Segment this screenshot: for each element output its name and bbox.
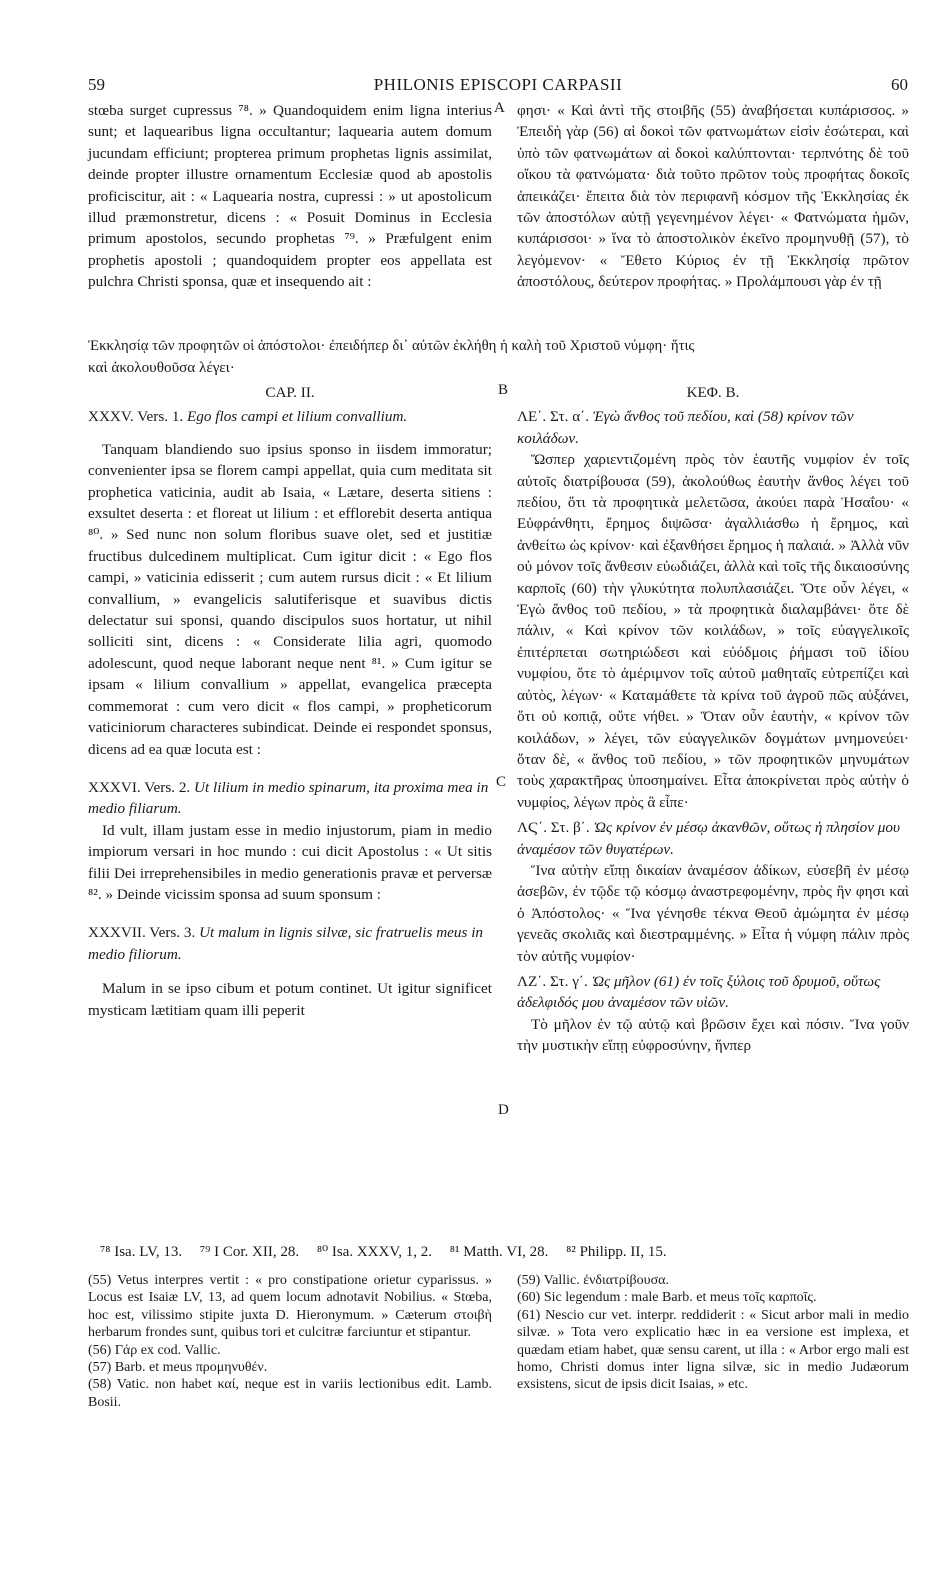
verse-35-commentary-greek: Ὥσπερ χαριεντιζομένη πρὸς τὸν ἑαυτῆς νυμφίον ἐν τοῖς αὐτοῖς διατρίβουσα (59), ἀκολούθως ἑαυτὴν ἄνθος λέγει τοῦ πεδίου, ὅτι τὰ προφητικὰ μελετῶσα, ἀκούει παρὰ Ἡσαΐου· « Εὐφράνθητι, ἔρημος διψῶσα· ἀγαλλιάσθω ἡ ἔρημος, καὶ ἀνθείτω ὡς κρίνον· καὶ ἐξανθήσει ἔρημος ἡ παλαιά. » Ἀλλὰ νῦν οὐ μόνον τοῖς ἄνθεσιν εὐωδιάζει, ἀλλὰ καὶ τοῖς τῆς δικαιοσύνης καρποῖς (60) τὴν γλυκύτητα πολυπλασιάζει. Ὅτε οὖν λέγει, « Ἐγὼ ἄνθος τοῦ πεδίου, » τὰ προφητικὰ διαλαμβάνει· ὅτε δὲ πάλιν, « Καὶ κρίνον τῶν κοιλάδων, » τοῖς εὐαγγελικοῖς ἐπιτέρπεται σωτηριώδεσι καὶ εὐόδμοις ῥήμασι τοῦ ἰδίου νυμφίου, ὅτε τὸ ἀμέριμνον τοῖς αὐτοῦ μαθηταῖς εὐτρεπίζει καὶ αὐτὸς, λέγων· « Καταμάθετε τὰ κρίνα τοῦ ἀγροῦ πῶς αὐξάνει, ὅτι οὐ κοπιᾷ, οὔτε νήθει. » Ὅταν οὖν ἑαυτὴν, « κρίνον τῶν κοιλάδων, » λέγει, τῶν εὐαγγελικῶν δογμάτων μνημονεύει· ὅταν δὲ, « ἄνθος τοῦ πεδίου, » τῶν προφητικῶν μηνυμάτων τοὺς χαρακτῆρας ὑποσημαίνει. Εἶτα ἀποκρίνεται πρὸς αὐτὴν ὁ νυμφίος, λέγων πρὸς ἃ εἶπε· (517, 451, 909, 811)
page-number-right: 60 (891, 75, 908, 94)
reference-79: ⁷⁹ I Cor. XII, 28. (199, 1244, 300, 1260)
footnote-55: (55) Vetus interpres vertit : « pro constipatione orietur cyparissus. » Locus est Isaiæ LV, 13, ad quem locum adnotavit Nobilius. « Stœba, hoc est, vilissimo stipite juxta D. Hieronymum. » Cæterum στοιβὴ herbarum frondes sunt, quibus tori et culcitræ farciuntur et stipantur. (88, 1273, 492, 1341)
reference-80: ⁸⁰ Isa. XXXV, 1, 2. (316, 1244, 432, 1260)
verse-37-lemma: Ut malum in lignis silvæ, sic fratruelis meus in medio filiorum. (88, 924, 484, 963)
verse-36-number-greek: ΛϚ΄. Στ. β΄. (517, 819, 590, 837)
verse-35-lemma-greek: Ἐγὼ ἄνθος τοῦ πεδίου, καὶ (58) κρίνον τῶν κοιλάδων. (517, 408, 854, 447)
footnotes-right (517, 1272, 909, 1394)
verse-37-number-greek: ΛΖ΄. Στ. γ΄. (517, 972, 588, 990)
greek-intro-text: φησι· « Καὶ ἀντὶ τῆς στοιβῆς (55) ἀναβήσεται κυπάρισσος. » Ἐπειδὴ γὰρ (56) αἱ δοκοὶ τῶν φατνωμάτων εἰσὶν ἐσώτεραι, καὶ ὑπὸ τῶν φατνωμάτων αἱ δοκοὶ καλύπτονται· τερπνότης δὲ τοῦ οἴκου τὰ φατνώματα· διὰ τοῦτο πρῶτον τοὺς προφήτας δοκοῖς ἀπεικάζει· ἔπειτα διὰ τὸν περιφανῆ κόσμον τῆς Ἐκκλησίας ἐκ τῶν ἀποστόλων αὐτῇ γεγενημένον λέγει· « Φατνώματα ἡμῶν, κυπάρισσοι· » ἵνα τὸ ἀποστολικὸν ἐκεῖνο προμηνυθῇ (57), τὸ λεγόμενον· « Ἔθετο Κύριος ἐν τῇ Ἐκκλησίᾳ πρῶτον ἀποστόλους, δεύτερον προφήτας. » Προλάμπουσι γὰρ ἐν τῇ (517, 102, 909, 291)
verse-36-heading (88, 777, 492, 820)
verse-36-heading-greek (517, 817, 909, 860)
greek-chapter (517, 382, 909, 1057)
verse-37-lemma-greek: Ὡς μῆλον (61) ἐν τοῖς ξύλοις τοῦ δρυμοῦ, οὕτως ἀδελφιδός μου ἀναμέσον τῶν υἱῶν. (517, 972, 881, 1012)
greek-overflow-line-2: καὶ ἀκολουθοῦσα λέγει· (88, 359, 235, 377)
verse-37-heading-greek (517, 971, 909, 1014)
footnote-58: (58) Vatic. non habet καί, neque est in variis lectionibus edit. Lamb. Bosii. (88, 1377, 492, 1410)
verse-36-commentary: Id vult, illam justam esse in medio injustorum, piam in medio impiorum versari in hoc mundo : cui dicit Apostolus : « Ut sitis filii Dei irreprehensibiles in medio generationis pravæ et perversæ ⁸². » Deinde vicissim sponsa ad suum sponsum : (88, 821, 492, 903)
latin-intro-text: stœba surget cupressus ⁷⁸. » Quandoquidem enim ligna interius sunt; et laquearibus ligna occultantur; laquearia autem domum jucundam efficiunt; propterea primum prophetas lignis assimilat, deinde propter illustre ornamentum Ecclesiæ quod ab apostolis proficiscitur, ait : « Laquearia nostra, cupressi : » ut apostolicum illud præmonstretur, dicens : « Posuit Dominus in Ecclesia primum apostolos, secundo prophetas ⁷⁹. » Præfulgent enim prophetis apostoli ; quandoquidem propter eos appellata est pulchra Christi sponsa, quæ et insequendo ait : (88, 102, 492, 291)
keph-heading: ΚΕΦ. Β. (686, 384, 740, 401)
footnote-57: (57) Barb. et meus προμηνυθέν. (88, 1360, 268, 1376)
greek-intro (517, 100, 909, 293)
footnotes-left (88, 1272, 492, 1411)
verse-35-number-greek: ΛΕ΄. Στ. α΄. (517, 408, 590, 426)
margin-letter-b: B (498, 382, 509, 398)
verse-36-number: XXXVI. Vers. 2. (88, 778, 191, 796)
verse-35-heading-greek (517, 406, 909, 449)
running-header (88, 75, 908, 99)
margin-letter-a: A (494, 100, 505, 116)
greek-overflow (88, 336, 908, 379)
verse-37-number: XXXVII. Vers. 3. (88, 924, 196, 942)
chapter-heading: CAP. II. (265, 384, 315, 401)
footnote-56: (56) Γάρ ex cod. Vallic. (88, 1342, 221, 1358)
verse-35-number: XXXV. Vers. 1. (88, 408, 184, 426)
footnote-59: (59) Vallic. ἐνδιατρίβουσα. (517, 1273, 669, 1288)
verse-36-lemma-greek: Ὡς κρίνον ἐν μέσῳ ἀκανθῶν, οὕτως ἡ πλησίον μου ἀναμέσον τῶν θυγατέρων. (517, 819, 900, 858)
footnote-61: (61) Nescio cur vet. interpr. reddiderit : « Sicut arbor mali in medio silvæ. » Tota vero explicatio hæc in ea versione est implexa, et quædam etiam habet, quæ sensu carent, ut illa : « Arbor ergo mali est homo, Christi domus inter ligna silvæ, sic in medio Judæorum exsistens, sicut de ipsis dicit Isaias, » etc. (517, 1307, 909, 1393)
margin-letter-d: D (498, 1102, 509, 1118)
scripture-references (100, 1242, 890, 1261)
verse-37-commentary: Malum in se ipso cibum et potum continet. Ut igitur significet mysticam lætitiam quam illi peperit (88, 980, 492, 1019)
page-number-left: 59 (88, 75, 105, 94)
verse-36-lemma: Ut lilium in medio spinarum, ita proxima mea in medio filiarum. (88, 778, 489, 818)
latin-intro (88, 100, 492, 293)
verse-35-lemma: Ego flos campi et lilium convallium. (187, 408, 408, 426)
verse-37-heading (88, 922, 492, 965)
footnote-60: (60) Sic legendum : male Barb. et meus τοῖς καρποῖς. (517, 1290, 817, 1306)
reference-78: ⁷⁸ Isa. LV, 13. (100, 1244, 183, 1260)
reference-82: ⁸² Philipp. II, 15. (566, 1244, 667, 1260)
verse-37-commentary-greek: Τὸ μῆλον ἐν τῷ αὐτῷ καὶ βρῶσιν ἔχει καὶ πόσιν. Ἵνα γοῦν τὴν μυστικὴν εἴπῃ εὐφροσύνην, ἥνπερ (517, 1015, 909, 1055)
verse-35-commentary: Tanquam blandiendo suo ipsius sponso in iisdem immoratur; convenienter ipsa se florem campi appellat, quia cum meditata sit prophetica vaticinia, audit ab Isaia, « Lætare, deserta sitiens : exsultet deserta : et floreat ut lilium : et efflorebit deserta antiqua ⁸⁰. » Sed nunc non solum floribus suave olet, sed et justitiæ fructibus dulcedinem multiplicat. Cum igitur dicit : « Ego flos campi, » vaticinia edisserit ; cum autem rursus dicit : « Et lilium convallium, » evangelicis salutiferisque et suavibus dictis delectatur sui sponsi, quando discipulos suos hortatur, ut nihil solliciti sint, dicens : « Considerate lilia agri, quomodo adolescunt, quod neque laborant neque nent ⁸¹. » Cum igitur se ipsam « lilium convallium » appellat, evangelica præcepta commemorat : cum vero dicit « flos campi, » propheticorum vaticiniorum characteres subindicat. Deinde ei respondet sponsus, dicens ad ea quæ locuta est : (88, 440, 492, 758)
running-title: PHILONIS EPISCOPI CARPASII (373, 75, 623, 94)
reference-81: ⁸¹ Matth. VI, 28. (449, 1244, 549, 1260)
verse-35-heading (88, 406, 492, 427)
latin-chapter (88, 382, 492, 1021)
greek-overflow-line-1: Ἐκκλησίᾳ τῶν προφητῶν οἱ ἀπόστολοι· ἐπειδήπερ δι᾽ αὐτῶν ἐκλήθη ἡ καλὴ τοῦ Χριστοῦ νύμφη· ἥτις (88, 338, 695, 354)
verse-36-commentary-greek: Ἵνα αὐτὴν εἴπῃ δικαίαν ἀναμέσον ἀδίκων, εὐσεβῆ ἐν μέσῳ ἀσεβῶν, ἐν τῷδε τῷ κόσμῳ ἀναστρεφομένην, πρὸς ἣν φησι καὶ ὁ Ἀπόστολος· « Ἵνα γένησθε τέκνα Θεοῦ ἀμώμητα ἐν μέσῳ γενεᾶς σκολιᾶς καὶ διεστραμμένης. » Εἶτα ἡ νύμφη πάλιν πρὸς τὸν αὐτῆς νυμφίον· (517, 861, 909, 965)
margin-letter-c: C (496, 774, 507, 790)
